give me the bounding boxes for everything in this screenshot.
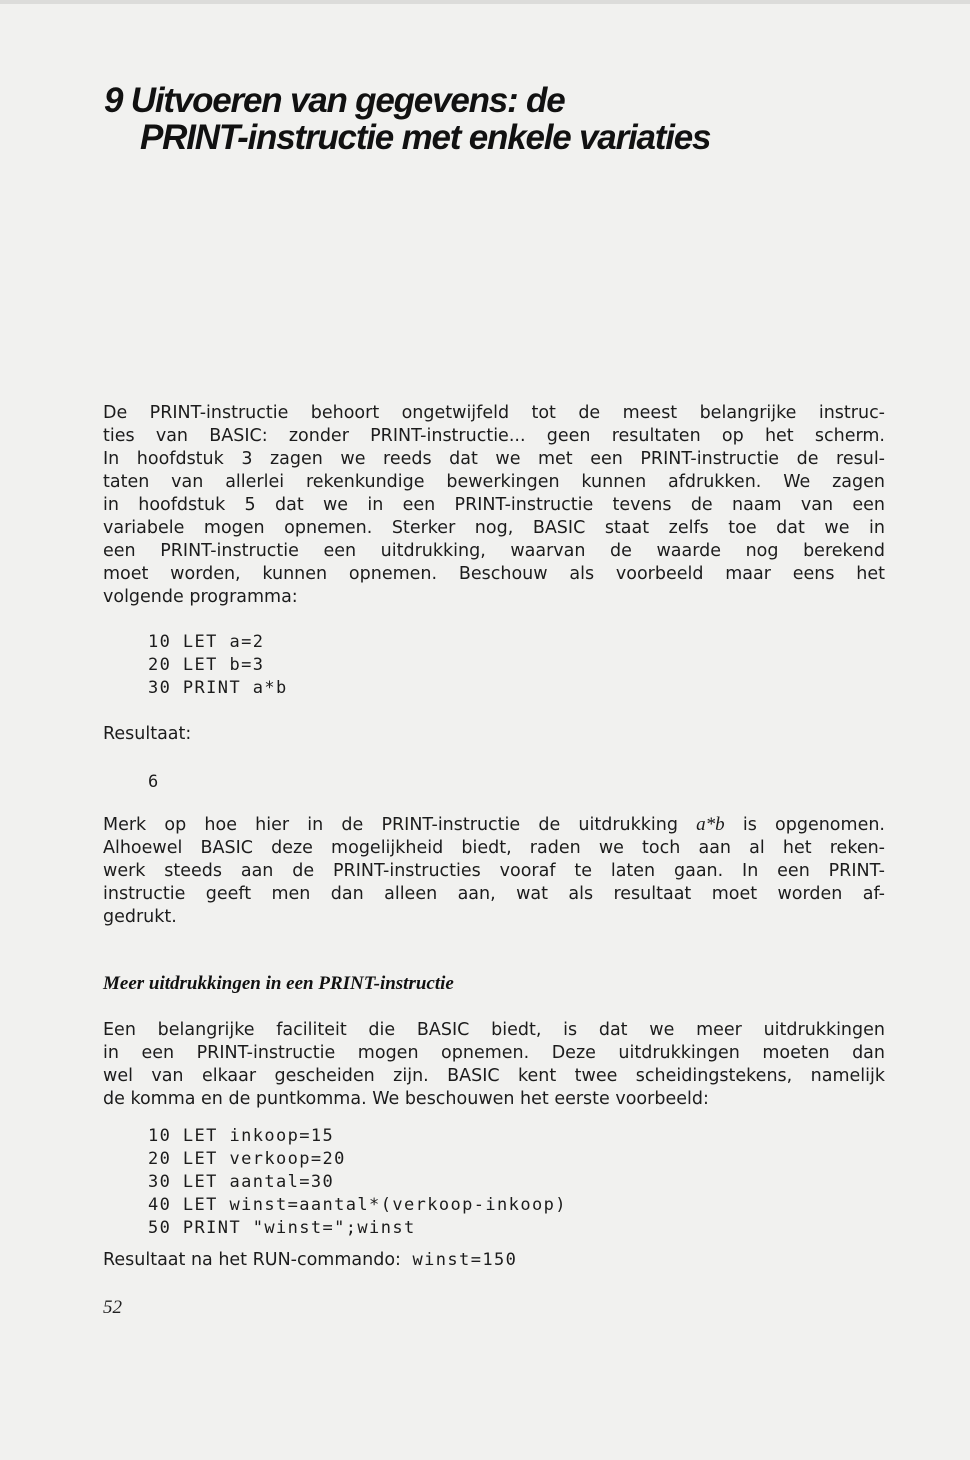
- section-paragraph: [103, 1019, 885, 1111]
- intro-line: moet worden, kunnen opnemen. Beschouw als voorbeeld maar eens het: [103, 564, 885, 584]
- code-line: 20 LET verkoop=20: [148, 1149, 346, 1169]
- code-line: 10 LET inkoop=15: [148, 1126, 335, 1146]
- intro-line: een PRINT-instructie een uitdrukking, waarvan de waarde nog berekend: [103, 541, 885, 561]
- page-top-edge: [0, 0, 970, 4]
- result-value: 6: [148, 772, 160, 792]
- intro-line: variabele mogen opnemen. Sterker nog, BASIC staat zelfs toe dat we in: [103, 518, 885, 538]
- remark-line: gedrukt.: [103, 907, 177, 927]
- intro-line: in hoofdstuk 5 dat we in een PRINT-instructie tevens de naam van een: [103, 495, 885, 515]
- page-number: 52: [103, 1297, 122, 1318]
- section-line: de komma en de puntkomma. We beschouwen het eerste voorbeeld:: [103, 1089, 709, 1109]
- section-heading: Meer uitdrukkingen in een PRINT-instructie: [103, 973, 454, 994]
- code-line: 10 LET a=2: [148, 632, 265, 652]
- run-result: [103, 1249, 517, 1272]
- code-line: 50 PRINT "winst=";winst: [148, 1218, 416, 1238]
- run-result-label: Resultaat na het RUN-commando:: [103, 1250, 401, 1270]
- program-listing-2: [148, 1125, 567, 1240]
- section-line: Een belangrijke faciliteit die BASIC biedt, is dat we meer uitdrukkingen: [103, 1020, 885, 1040]
- code-line: 20 LET b=3: [148, 655, 265, 675]
- remark-line: Alhoewel BASIC deze mogelijkheid biedt, raden we toch aan al het reken-: [103, 838, 885, 858]
- code-line: 30 LET aantal=30: [148, 1172, 335, 1192]
- remark-paragraph: [103, 813, 885, 929]
- code-line: 30 PRINT a*b: [148, 678, 288, 698]
- inline-expression: a*b: [696, 814, 725, 835]
- code-line: 40 LET winst=aantal*(verkoop-inkoop): [148, 1195, 567, 1215]
- remark-line-1: [103, 813, 885, 837]
- remark-line: instructie geeft men dan alleen aan, wat als resultaat moet worden af-: [103, 884, 885, 904]
- program-listing-1: [148, 631, 288, 700]
- section-line: in een PRINT-instructie mogen opnemen. Deze uitdrukkingen moeten dan: [103, 1043, 885, 1063]
- section-line: wel van elkaar gescheiden zijn. BASIC kent twee scheidingstekens, namelijk: [103, 1066, 885, 1086]
- remark-text: Merk op hoe hier in de PRINT-instructie de uitdrukking: [103, 815, 678, 835]
- intro-paragraph: [103, 402, 885, 609]
- intro-line: ties van BASIC: zonder PRINT-instructie... geen resultaten op het scherm.: [103, 426, 885, 446]
- remark-line: werk steeds aan de PRINT-instructies vooraf te laten gaan. In een PRINT-: [103, 861, 885, 881]
- chapter-title-line-2: PRINT-instructie met enkele variaties: [140, 118, 711, 157]
- intro-line: taten van allerlei rekenkundige bewerkingen kunnen afdrukken. We zagen: [103, 472, 885, 492]
- intro-line: volgende programma:: [103, 587, 298, 607]
- intro-line: De PRINT-instructie behoort ongetwijfeld tot de meest belangrijke instruc-: [103, 403, 885, 423]
- run-output: winst=150: [412, 1250, 518, 1270]
- chapter-title: [104, 82, 924, 156]
- result-label: Resultaat:: [103, 724, 192, 744]
- remark-text: is opgenomen.: [742, 815, 885, 835]
- chapter-title-line-1: 9 Uitvoeren van gegevens: de: [104, 81, 565, 120]
- intro-line: In hoofdstuk 3 zagen we reeds dat we met een PRINT-instructie de resul-: [103, 449, 885, 469]
